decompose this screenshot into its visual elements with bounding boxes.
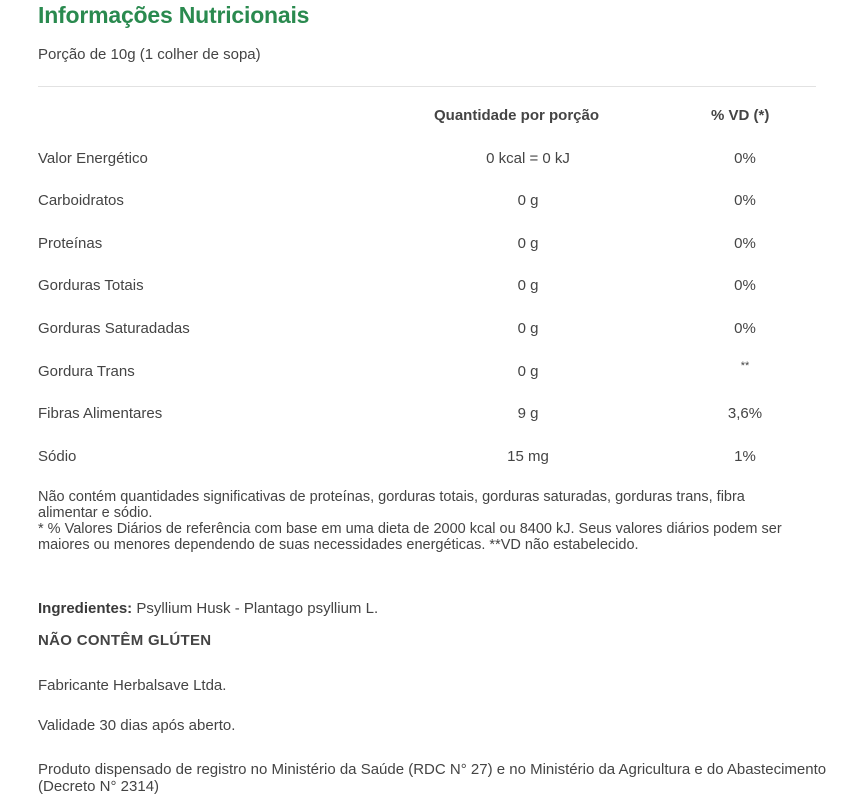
nutrient-quantity: 0 g	[517, 277, 539, 294]
registry-statement: Produto dispensado de registro no Ministério da Saúde (RDC N° 27) e no Ministério da Agricultura e do Abastecimento (Decreto N° 2314)	[38, 761, 827, 795]
table-row	[0, 150, 857, 170]
nutrient-quantity: 0 g	[517, 320, 539, 337]
table-row	[0, 448, 857, 468]
daily-value-column-header: % VD (*)	[711, 107, 770, 124]
nutrient-daily-value: 0%	[734, 150, 756, 167]
nutrient-name: Gordura Trans	[38, 363, 135, 380]
nutrient-quantity: 0 g	[517, 363, 539, 380]
table-row	[0, 320, 857, 340]
nutrient-name: Gorduras Saturadadas	[38, 320, 190, 337]
manufacturer: Fabricante Herbalsave Ltda.	[38, 677, 227, 694]
nutrient-daily-value: 0%	[734, 277, 756, 294]
nutrient-quantity: 15 mg	[507, 448, 549, 465]
ingredients-value: Psyllium Husk - Plantago psyllium L.	[132, 600, 379, 617]
nutrient-daily-value: **	[740, 360, 750, 372]
gluten-statement: NÃO CONTÊM GLÚTEN	[38, 632, 212, 649]
portion-size: Porção de 10g (1 colher de sopa)	[38, 46, 261, 63]
divider	[38, 86, 816, 87]
nutrient-quantity: 0 kcal = 0 kJ	[486, 150, 570, 167]
nutrient-daily-value: 0%	[734, 235, 756, 252]
nutrient-name: Proteínas	[38, 235, 103, 252]
nutrient-name: Sódio	[38, 448, 77, 465]
nutrient-daily-value: 3,6%	[727, 405, 763, 422]
table-row	[0, 277, 857, 297]
table-row	[0, 235, 857, 255]
quantity-column-header: Quantidade por porção	[434, 107, 600, 124]
nutrient-quantity: 0 g	[517, 192, 539, 209]
validity: Validade 30 dias após aberto.	[38, 717, 236, 734]
footnotes	[38, 489, 808, 553]
page-title: Informações Nutricionais	[38, 2, 310, 28]
footnote-daily-values: * % Valores Diários de referência com base em uma dieta de 2000 kcal ou 8400 kJ. Seus valores diários podem ser maiores ou menores dependendo de suas necessidades energéticas. **VD não estabelecido.	[38, 521, 782, 553]
nutrient-quantity: 9 g	[517, 405, 539, 422]
table-row	[0, 192, 857, 212]
nutrient-quantity: 0 g	[517, 235, 539, 252]
ingredients	[38, 600, 378, 617]
ingredients-label: Ingredientes:	[38, 600, 133, 617]
nutrient-name: Fibras Alimentares	[38, 405, 163, 422]
nutrient-name: Carboidratos	[38, 192, 124, 209]
nutrient-daily-value: 0%	[734, 320, 756, 337]
table-row	[0, 360, 857, 383]
table-row	[0, 405, 857, 425]
nutrient-name: Gorduras Totais	[38, 277, 144, 294]
nutrient-name: Valor Energético	[38, 150, 148, 167]
footnote-not-significant: Não contém quantidades significativas de proteínas, gorduras totais, gorduras saturadas, gorduras trans, fibra alimentar e sódio.	[38, 489, 745, 521]
nutrient-daily-value: 1%	[734, 448, 756, 465]
nutrient-daily-value: 0%	[734, 192, 756, 209]
